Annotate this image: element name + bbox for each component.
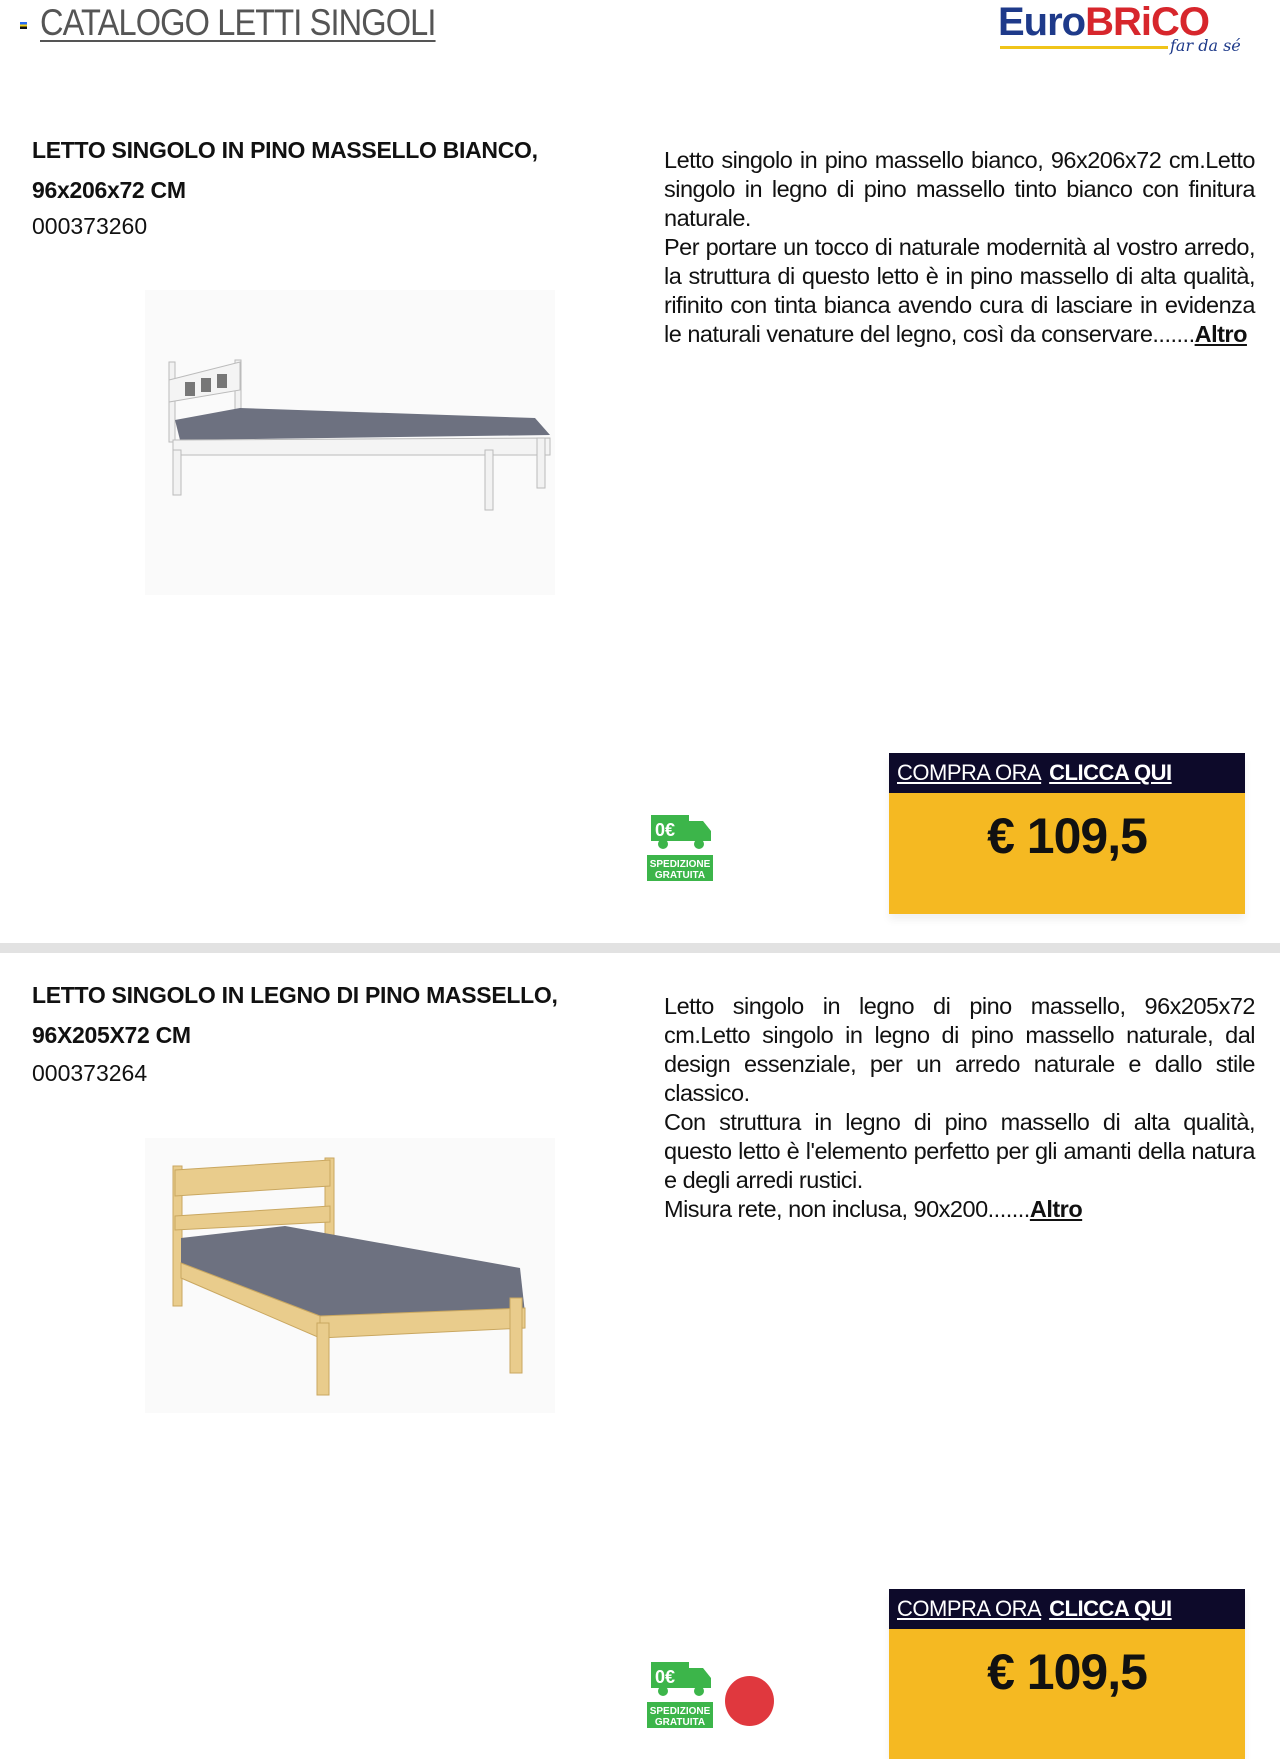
buy-now-bar[interactable] (889, 753, 1245, 793)
price: € 109,5 (987, 808, 1147, 864)
description-paragraph: Con struttura in legno di pino massello di alta qualità, questo letto è l'elemento perfetto per gli amanti della natura e degli arredi rustici. (664, 1109, 1255, 1193)
click-here-link[interactable]: CLICCA QUI (1049, 760, 1172, 785)
logo-tagline: far da sé (1170, 36, 1241, 55)
description-paragraph: Letto singolo in legno di pino massello, 96x205x72 cm.Letto singolo in legno di pino massello naturale, dal design essenziale, per un arredo naturale e dallo stile classico. (664, 993, 1255, 1106)
shipping-label-2: GRATUITA (654, 1717, 706, 1728)
more-link[interactable]: Altro (1029, 1196, 1083, 1222)
description-paragraph: Letto singolo in pino massello bianco, 96x206x72 cm.Letto singolo in legno di pino massello tinto bianco con finitura naturale. (664, 147, 1255, 231)
shipping-amount: 0€ (655, 1667, 676, 1687)
price-box[interactable] (889, 1589, 1245, 1759)
shipping-label-1: SPEDIZIONE (649, 859, 711, 870)
product-description (664, 992, 1255, 1224)
price-box[interactable] (889, 753, 1245, 914)
shipping-label-2: GRATUITA (654, 870, 706, 881)
product-title-line: LETTO SINGOLO IN PINO MASSELLO BIANCO, (32, 137, 538, 163)
product-code: 000373264 (32, 1060, 148, 1086)
page-title[interactable]: CATALOGO LETTI SINGOLI (40, 2, 436, 43)
red-dot-button[interactable] (725, 1676, 774, 1726)
product-title-line: LETTO SINGOLO IN LEGNO DI PINO MASSELLO, (32, 982, 558, 1008)
shipping-amount: 0€ (655, 820, 676, 840)
more-link[interactable]: Altro (1194, 321, 1247, 347)
click-here-link[interactable]: CLICCA QUI (1049, 1596, 1172, 1621)
white-bed-image[interactable] (145, 290, 555, 595)
product-description (664, 146, 1255, 349)
product-code: 000373260 (32, 213, 148, 239)
product-title[interactable] (32, 975, 592, 1055)
description-paragraph: Per portare un tocco di naturale modernità al vostro arredo, la struttura di questo letto è in pino massello di alta qualità, rifinito con tinta bianca avendo cura di lasciare in evidenza le naturali venature del legno, così da conservare....... (664, 234, 1255, 347)
logo-part-brico: BRiCO (1085, 0, 1210, 44)
color-marker (20, 22, 27, 29)
buy-now-link[interactable]: COMPRA ORA (897, 1596, 1042, 1621)
eurobrico-logo[interactable] (998, 0, 1248, 60)
description-paragraph: Misura rete, non inclusa, 90x200....... (664, 1196, 1030, 1222)
logo-part-euro: Euro (998, 0, 1086, 44)
shipping-label-1: SPEDIZIONE (649, 1706, 711, 1717)
free-shipping-icon (647, 1660, 715, 1728)
buy-now-link[interactable]: COMPRA ORA (897, 760, 1042, 785)
product-title-line: 96x206x72 CM (32, 177, 186, 203)
logo-underline (1000, 46, 1168, 49)
product-separator (0, 943, 1280, 953)
free-shipping-icon (647, 813, 715, 881)
pine-bed-image[interactable] (145, 1138, 555, 1413)
product-title[interactable] (32, 130, 592, 210)
product-title-line: 96X205X72 CM (32, 1022, 191, 1048)
buy-now-bar[interactable] (889, 1589, 1245, 1629)
price: € 109,5 (987, 1644, 1147, 1700)
